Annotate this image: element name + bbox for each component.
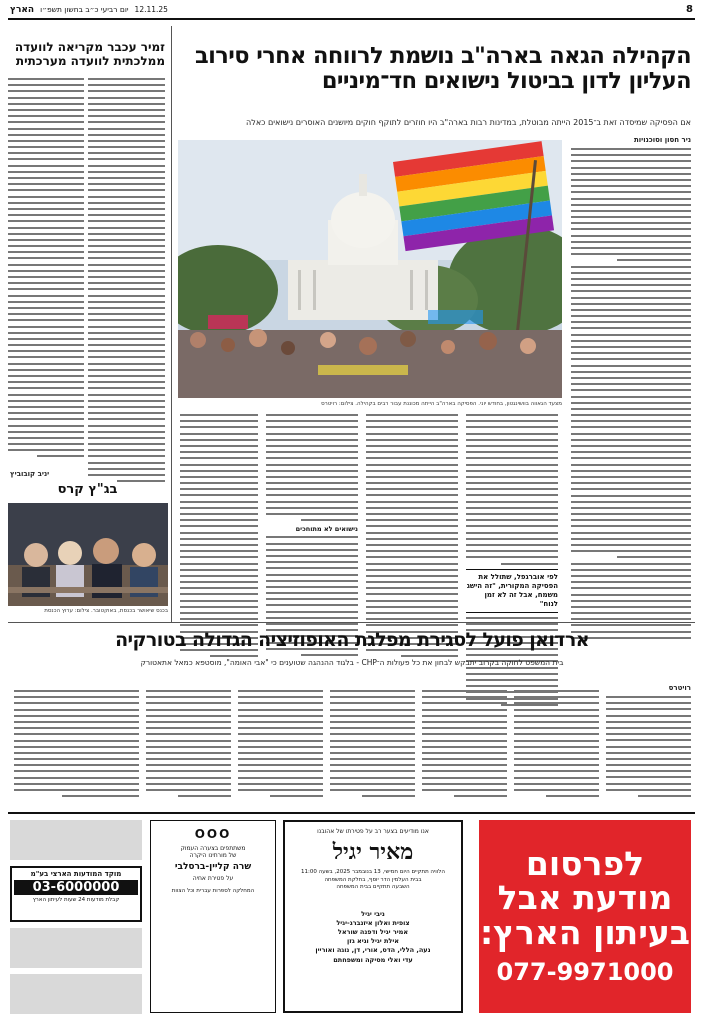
condolence-org: המחלקה לספרות עברית וכל הצוות: [171, 888, 255, 894]
date-line: יום רביעי כ״ב בחשון תשפ״ו: [40, 5, 129, 14]
main-photo-caption: מצעד הגאווה בוושינגטון, בחודש יוני. הפסיקה בארה"ב הייתה מכוננת עבור רבים בקהילה. צילום: רויטרס: [321, 401, 562, 407]
main-headline: הקהילה הגאה בארה"ב נושמת לרווחה אחרי סירוב העליון לדון בביטול נישואים חד־מיניים: [195, 43, 691, 95]
side-column-2: [8, 78, 84, 462]
promo-line-2: מודעת אבל: [497, 878, 673, 918]
condolence-ad: [150, 820, 276, 1013]
hotline-footer: קבלת מודעות 24 שעות לעיתון הארץ: [32, 897, 120, 903]
side-headline: זמיר עכבר מקריאה לוועדה ממלכתית לוועדה מערכתית: [14, 40, 165, 69]
condolence-line: על פטירת אחיה: [192, 875, 234, 882]
institution-logo: OOO: [194, 827, 232, 841]
obit-family: נעה, הללי, הדס, אורי, דן, נוגה ואוריין: [315, 946, 431, 955]
condolence-line: משתתפים בצערה העמוק: [180, 845, 246, 852]
promo-phone[interactable]: 077-9971000: [496, 958, 674, 987]
page-header: [8, 4, 695, 20]
obit-intro: אנו מודיעים בצער רב על פטירתו של אהובנו: [317, 828, 429, 835]
main-subhead: נישואים לא מתוחכים: [295, 525, 358, 534]
obit-family: צופית ואלון איזנברג-יגיל: [336, 919, 410, 928]
masthead-strip: [10, 5, 168, 15]
obituary-ad: [283, 820, 463, 1013]
second-column-2: [514, 690, 599, 801]
condolence-name: שרה קליין-ברסלבי: [174, 862, 252, 872]
second-dek: בית המשפט לחוקה בקרוב יתבקש לבחון את כל פעולות ה־CHP - בלגוד ההנהגה שטוענים כי "אבי האומה", מוסטפא כמאל אתאטורק: [140, 658, 564, 667]
body-text: [571, 148, 691, 639]
ads-rule: [8, 812, 695, 814]
second-headline: ארדואן פועל לסגירת מפלגת האופוזיציה הגדולה בטורקיה: [115, 629, 589, 651]
hotline-phone[interactable]: 03-6000000: [14, 880, 138, 895]
page-number: 8: [686, 4, 693, 15]
obit-family: ניבי יגיל: [361, 910, 385, 919]
second-column-7: [14, 690, 139, 801]
ad-placeholder: [10, 820, 142, 860]
obit-detail: בבית העלמין הדר יוסף, בחלקת המשפחה: [324, 876, 422, 883]
side-photo: [8, 503, 168, 606]
main-photo: [178, 140, 562, 398]
column-rule: [171, 26, 172, 622]
obit-detail: הלוויה תתקיים היום חמישי, 13 בנובמבר 2025, בשעה 11:00: [301, 869, 445, 875]
obit-family: אילת יגיל וגיא גזן: [347, 937, 399, 946]
second-column-3: [422, 690, 507, 801]
side-column-1: [88, 78, 165, 486]
date-numeric: 12.11.25: [134, 5, 168, 14]
promo-line-3: בעיתון הארץ:: [479, 912, 691, 952]
main-column-3: [366, 414, 458, 662]
second-byline: רויטרס: [668, 684, 691, 692]
main-column-5: [180, 414, 258, 662]
side-photo-caption: בכנס שיאושר בכנסת, באוקטובר. צילום: ערוץ הכנסת: [44, 608, 168, 614]
main-column-1: [571, 136, 691, 643]
mourning-ad-promo: [479, 820, 691, 1013]
obit-name: מאיר יגיל: [332, 839, 414, 865]
obit-detail: השבעה תתקיים בבית המשפחה: [336, 884, 410, 891]
side-author: יניב קובוביץ: [10, 470, 50, 478]
second-column-6: [146, 690, 231, 801]
main-byline: ניר חסון וסוכנויות: [633, 136, 691, 144]
knesset-committee-illustration: [8, 503, 168, 606]
condolence-line: של מורתינו היקרה: [189, 852, 237, 859]
ad-placeholder: [10, 928, 142, 968]
side-photo-title: בג"ץ קרס: [57, 482, 118, 497]
second-column-5: [238, 690, 323, 801]
obit-family: עדי ואלי מסיקה ומשפחתם: [333, 955, 413, 964]
paper-name: הארץ: [10, 4, 35, 15]
pull-quote: לפי אוברגפל, שתולל את הפסיקה המקורית, "זה הישג משמח, אבל זה לא זמן לנוח": [466, 569, 558, 613]
ad-placeholder: [10, 974, 142, 1014]
ads-hotline-box: [10, 866, 142, 922]
main-dek: אם הפסיקה שמיסדה זאת ב־2015 הייתה מבוטלת, במדינות רבות בארה"ב היו חוזרים לתוקף חוקים מיושנים האוסרים נישואים כאלה: [246, 118, 691, 127]
second-column-1: [606, 696, 691, 801]
second-column-4: [330, 690, 415, 801]
promo-line-1: לפרסום: [525, 843, 645, 883]
obit-family: אמיר יגיל ודפנה שוראל: [337, 928, 409, 937]
pride-parade-illustration: [178, 140, 562, 398]
main-column-4: [266, 414, 358, 660]
hotline-title: מוקד המודעות הארצי בע"מ: [30, 870, 122, 878]
